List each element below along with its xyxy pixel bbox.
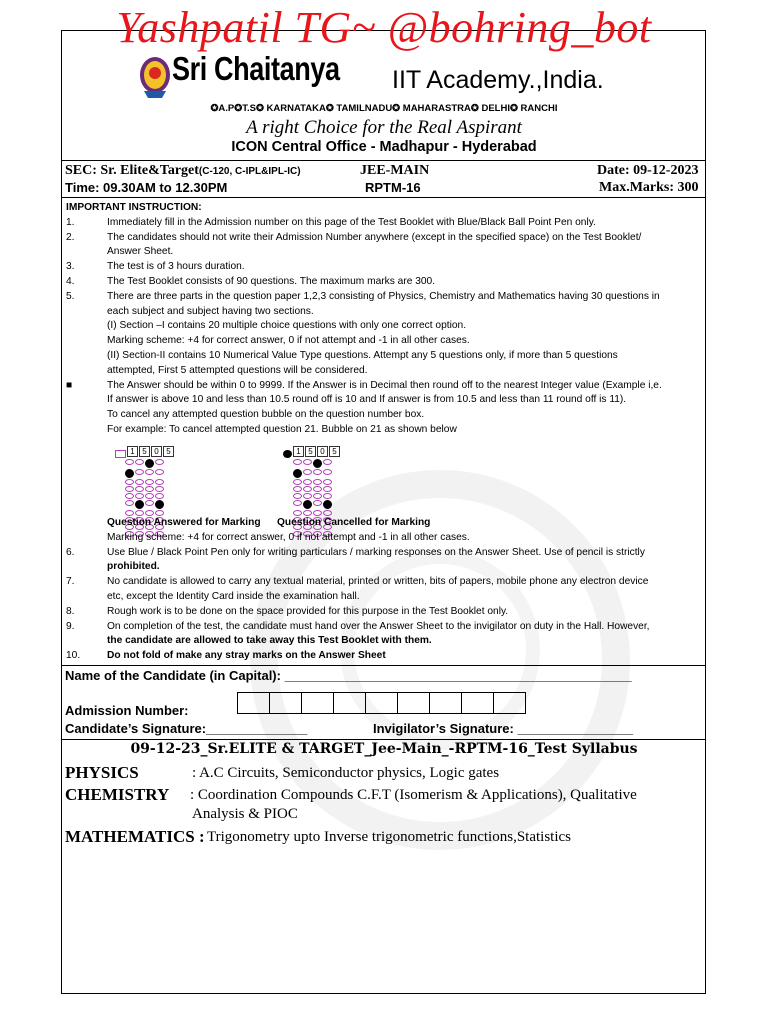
bubble-row bbox=[293, 468, 340, 478]
bubble-row bbox=[125, 478, 174, 485]
instruction-text: each subject and subject having two sections. bbox=[107, 305, 314, 317]
bubble-digit-box: 0 bbox=[317, 446, 328, 457]
answer-bubble bbox=[155, 500, 164, 509]
chemistry-syllabus-line2: Analysis & PIOC bbox=[192, 806, 298, 822]
answer-bubble bbox=[125, 479, 134, 485]
bubble-captions bbox=[66, 516, 706, 531]
instruction-line bbox=[66, 290, 706, 305]
admission-digit-box[interactable] bbox=[333, 692, 366, 714]
instruction-line bbox=[66, 334, 706, 349]
instruction-text: The candidates should not write their Admission Number anywhere (except in the specified space) on the Test Booklet/ bbox=[107, 231, 642, 243]
instruction-line bbox=[66, 379, 706, 394]
brand-name: Sri Chaitanya bbox=[172, 50, 340, 87]
bubble-digit-box: 5 bbox=[329, 446, 340, 457]
bubble-row bbox=[293, 485, 340, 492]
office-line: ICON Central Office - Madhapur - Hyderabad bbox=[231, 139, 537, 155]
answer-bubble bbox=[313, 469, 322, 475]
instruction-lines bbox=[66, 546, 706, 664]
answer-bubble bbox=[303, 486, 312, 492]
answer-bubble bbox=[145, 459, 154, 468]
instruction-line bbox=[66, 364, 706, 379]
instruction-text: No candidate is allowed to carry any textual material, printed or written, bits of papers, mobile phone any electron device bbox=[107, 576, 649, 588]
instruction-line bbox=[66, 393, 706, 408]
caption-answered: Question Answered for Marking bbox=[107, 517, 261, 528]
bubble-digit-header bbox=[115, 446, 174, 458]
tagline: A right Choice for the Real Aspirant bbox=[246, 117, 522, 138]
instruction-line bbox=[66, 649, 706, 664]
brand-subtitle: IIT Academy.,India. bbox=[392, 66, 604, 94]
instruction-text: The test is of 3 hours duration. bbox=[107, 261, 245, 273]
answer-bubble bbox=[323, 486, 332, 492]
answer-bubble bbox=[155, 469, 164, 475]
invigilator-signature-field: Invigilator’s Signature: ________________ bbox=[373, 721, 634, 736]
instruction-line bbox=[66, 620, 706, 635]
instruction-line bbox=[66, 305, 706, 320]
instruction-line bbox=[66, 575, 706, 590]
answer-bubble bbox=[323, 479, 332, 485]
admission-digit-box[interactable] bbox=[237, 692, 270, 714]
instruction-number: 6. bbox=[66, 546, 75, 558]
answer-bubble bbox=[155, 459, 164, 465]
cancel-mark-icon bbox=[283, 450, 292, 458]
instruction-number: 2. bbox=[66, 231, 75, 243]
bubble-row bbox=[125, 492, 174, 499]
mathematics-label: MATHEMATICS : bbox=[65, 827, 205, 846]
bubble-row bbox=[293, 509, 340, 516]
candidate-signature-field: Candidate’s Signature:______________ bbox=[65, 721, 308, 736]
divider bbox=[61, 665, 706, 666]
instruction-text: The Test Booklet consists of 90 questions. The maximum marks are 300. bbox=[107, 275, 436, 287]
instruction-line bbox=[66, 245, 706, 260]
exam-name: JEE-MAIN bbox=[360, 163, 430, 178]
bubble-digit-box: 1 bbox=[293, 446, 304, 457]
answer-bubble bbox=[303, 493, 312, 499]
instruction-text: For example: To cancel attempted question 21. Bubble on 21 as shown below bbox=[107, 423, 457, 435]
answer-bubble bbox=[323, 493, 332, 499]
answer-bubble bbox=[125, 493, 134, 499]
instruction-line bbox=[66, 560, 706, 575]
admission-digit-box[interactable] bbox=[365, 692, 398, 714]
admission-digit-box[interactable] bbox=[397, 692, 430, 714]
instructions-heading: IMPORTANT INSTRUCTION: bbox=[66, 202, 202, 213]
answer-bubble bbox=[313, 459, 322, 468]
answer-bubble bbox=[323, 469, 332, 475]
admission-number-label: Admission Number: bbox=[65, 703, 189, 718]
instructions-block-2 bbox=[66, 516, 706, 664]
bubble-row bbox=[125, 468, 174, 478]
section-label bbox=[65, 163, 301, 179]
answer-bubble bbox=[135, 486, 144, 492]
admission-digit-box[interactable] bbox=[461, 692, 494, 714]
candidate-name-field: Name of the Candidate (in Capital): ________________________________________________ bbox=[65, 668, 632, 683]
answer-bubble bbox=[313, 479, 322, 485]
instruction-text: If answer is above 10 and less than 10.5 round off is 10 and If answer is from 10.5 and less than 11 round off is 11). bbox=[107, 394, 627, 406]
bubble-digit-box: 5 bbox=[139, 446, 150, 457]
instruction-text: Do not fold of make any stray marks on the Answer Sheet bbox=[107, 650, 386, 662]
answer-bubble bbox=[155, 479, 164, 485]
instruction-line bbox=[66, 231, 706, 246]
marking-scheme-line bbox=[66, 531, 706, 546]
answer-bubble bbox=[145, 486, 154, 492]
section-codes: (C-120, C-IPL&IPL-IC) bbox=[198, 166, 301, 177]
bubble-digit-box: 1 bbox=[127, 446, 138, 457]
instruction-number: 1. bbox=[66, 216, 75, 228]
answer-bubble bbox=[145, 493, 154, 499]
syllabus-title: 09-12-23_Sr.ELITE & TARGET_Jee-Main_-RPTM-16_Test Syllabus bbox=[130, 741, 638, 757]
watermark-text: Yashpatil TG~ @bohring_bot bbox=[116, 3, 652, 52]
admission-digit-box[interactable] bbox=[301, 692, 334, 714]
divider bbox=[61, 160, 706, 161]
physics-label: PHYSICS bbox=[65, 763, 139, 782]
answer-bubble bbox=[323, 459, 332, 465]
instruction-number: 3. bbox=[66, 261, 75, 273]
chemistry-label: CHEMISTRY bbox=[65, 785, 170, 804]
answer-bubble bbox=[145, 479, 154, 485]
answer-bubble bbox=[135, 479, 144, 485]
admission-digit-box[interactable] bbox=[269, 692, 302, 714]
caption-cancelled: Question Cancelled for Marking bbox=[277, 517, 431, 528]
answer-bubble bbox=[125, 459, 134, 465]
instruction-lines bbox=[66, 216, 706, 438]
instruction-line bbox=[66, 423, 706, 438]
instruction-text: There are three parts in the question paper 1,2,3 consisting of Physics, Chemistry and Mathematics having 30 questions in bbox=[107, 290, 660, 302]
instruction-text: (I) Section –I contains 20 multiple choice questions with only one correct option. bbox=[107, 320, 467, 332]
answer-bubble bbox=[313, 493, 322, 499]
test-code: RPTM-16 bbox=[365, 180, 421, 195]
instruction-line bbox=[66, 634, 706, 649]
instruction-line bbox=[66, 216, 706, 231]
answer-bubble bbox=[135, 459, 144, 465]
instruction-line bbox=[66, 590, 706, 605]
answer-bubble bbox=[155, 486, 164, 492]
bubble-row bbox=[293, 458, 340, 468]
chemistry-syllabus-line1: : Coordination Compounds C.F.T (Isomerism & Applications), Qualitative bbox=[190, 787, 637, 803]
instruction-text: Rough work is to be done on the space provided for this purpose in the Test Booklet only. bbox=[107, 605, 509, 617]
bubble-digit-box: 0 bbox=[151, 446, 162, 457]
answer-bubble bbox=[293, 486, 302, 492]
answer-bubble bbox=[125, 486, 134, 492]
marking-scheme-text: Marking scheme: +4 for correct answer, 0 if not attempt and -1 in all other cases. bbox=[107, 531, 470, 543]
sri-chaitanya-logo-icon bbox=[138, 55, 172, 99]
answer-bubble bbox=[135, 493, 144, 499]
answer-bubble bbox=[293, 500, 302, 506]
instruction-text: The Answer should be within 0 to 9999. If the Answer is in Decimal then round off to the nearest Integer value (Example i,e. bbox=[107, 379, 662, 391]
divider bbox=[61, 739, 706, 740]
question-box-icon bbox=[115, 450, 126, 458]
answer-bubble bbox=[145, 500, 154, 506]
instruction-text: etc, except the Identity Card inside the examination hall. bbox=[107, 590, 360, 602]
answer-bubble bbox=[125, 500, 134, 506]
answer-bubble bbox=[145, 469, 154, 475]
instruction-line bbox=[66, 319, 706, 334]
exam-date: Date: 09-12-2023 bbox=[597, 163, 699, 178]
instruction-line bbox=[66, 408, 706, 423]
bubble-row bbox=[125, 458, 174, 468]
instruction-text: the candidate are allowed to take away this Test Booklet with them. bbox=[107, 635, 432, 647]
bubble-digit-header bbox=[283, 446, 340, 458]
answer-bubble bbox=[293, 479, 302, 485]
instruction-line bbox=[66, 275, 706, 290]
instruction-number: ■ bbox=[66, 379, 73, 391]
instruction-number: 9. bbox=[66, 620, 75, 632]
instruction-line bbox=[66, 260, 706, 275]
branch-list: ✪A.P✪T.S✪ KARNATAKA✪ TAMILNADU✪ MAHARASTRA✪ DELHI✪ RANCHI bbox=[210, 103, 558, 114]
section-name: SEC: Sr. Elite&Target bbox=[65, 163, 199, 178]
instruction-number: 4. bbox=[66, 275, 75, 287]
bubble-row bbox=[293, 478, 340, 485]
instruction-text: prohibited. bbox=[107, 561, 160, 573]
answer-bubble bbox=[313, 486, 322, 492]
admission-digit-box[interactable] bbox=[493, 692, 526, 714]
instruction-text: On completion of the test, the candidate must hand over the Answer Sheet to the invigilator on duty in the Hall. However, bbox=[107, 620, 650, 632]
instruction-text: Marking scheme: +4 for correct answer, 0 if not attempt and -1 in all other cases. bbox=[107, 335, 470, 347]
instruction-text: (II) Section-II contains 10 Numerical Value Type questions. Attempt any 5 questions only, if more than 5 questions bbox=[107, 349, 618, 361]
instruction-text: attempted, First 5 attempted questions will be considered. bbox=[107, 364, 368, 376]
bubble-row bbox=[293, 499, 340, 509]
answer-bubble bbox=[125, 469, 134, 478]
answer-bubble bbox=[323, 500, 332, 509]
instruction-line bbox=[66, 349, 706, 364]
instruction-text: Immediately fill in the Admission number on this page of the Test Booklet with Blue/Black Ball Point Pen only. bbox=[107, 216, 596, 228]
physics-syllabus: : A.C Circuits, Semiconductor physics, Logic gates bbox=[192, 765, 500, 781]
bubble-row bbox=[125, 499, 174, 509]
instruction-number: 8. bbox=[66, 605, 75, 617]
instruction-text: Use Blue / Black Point Pen only for writing particulars / marking responses on the Answer Sheet. Use of pencil is strictly bbox=[107, 546, 645, 558]
instruction-number: 7. bbox=[66, 576, 75, 588]
mathematics-syllabus: Trigonometry upto Inverse trigonometric functions,Statistics bbox=[207, 829, 571, 845]
bubble-digit-box: 5 bbox=[163, 446, 174, 457]
instruction-line bbox=[66, 546, 706, 561]
instruction-text: To cancel any attempted question bubble on the question number box. bbox=[107, 409, 425, 421]
answer-bubble bbox=[303, 459, 312, 465]
answer-bubble bbox=[303, 500, 312, 509]
exam-time: Time: 09.30AM to 12.30PM bbox=[65, 180, 228, 195]
answer-bubble bbox=[303, 469, 312, 475]
bubble-row bbox=[125, 509, 174, 516]
instruction-text: Answer Sheet. bbox=[107, 246, 174, 258]
answer-bubble bbox=[293, 493, 302, 499]
admission-number-boxes[interactable] bbox=[238, 692, 526, 714]
admission-digit-box[interactable] bbox=[429, 692, 462, 714]
answer-bubble bbox=[135, 469, 144, 475]
instruction-line bbox=[66, 605, 706, 620]
instructions-block bbox=[66, 201, 706, 438]
answer-bubble bbox=[303, 479, 312, 485]
instruction-number: 10. bbox=[66, 650, 81, 662]
bubble-row bbox=[293, 492, 340, 499]
bubble-digit-box: 5 bbox=[305, 446, 316, 457]
bubble-row bbox=[125, 485, 174, 492]
answer-bubble bbox=[155, 493, 164, 499]
max-marks: Max.Marks: 300 bbox=[599, 180, 699, 195]
answer-bubble bbox=[313, 500, 322, 506]
answer-bubble bbox=[293, 459, 302, 465]
divider bbox=[61, 197, 706, 198]
answer-bubble bbox=[293, 469, 302, 478]
instruction-number: 5. bbox=[66, 290, 75, 302]
answer-bubble bbox=[135, 500, 144, 509]
